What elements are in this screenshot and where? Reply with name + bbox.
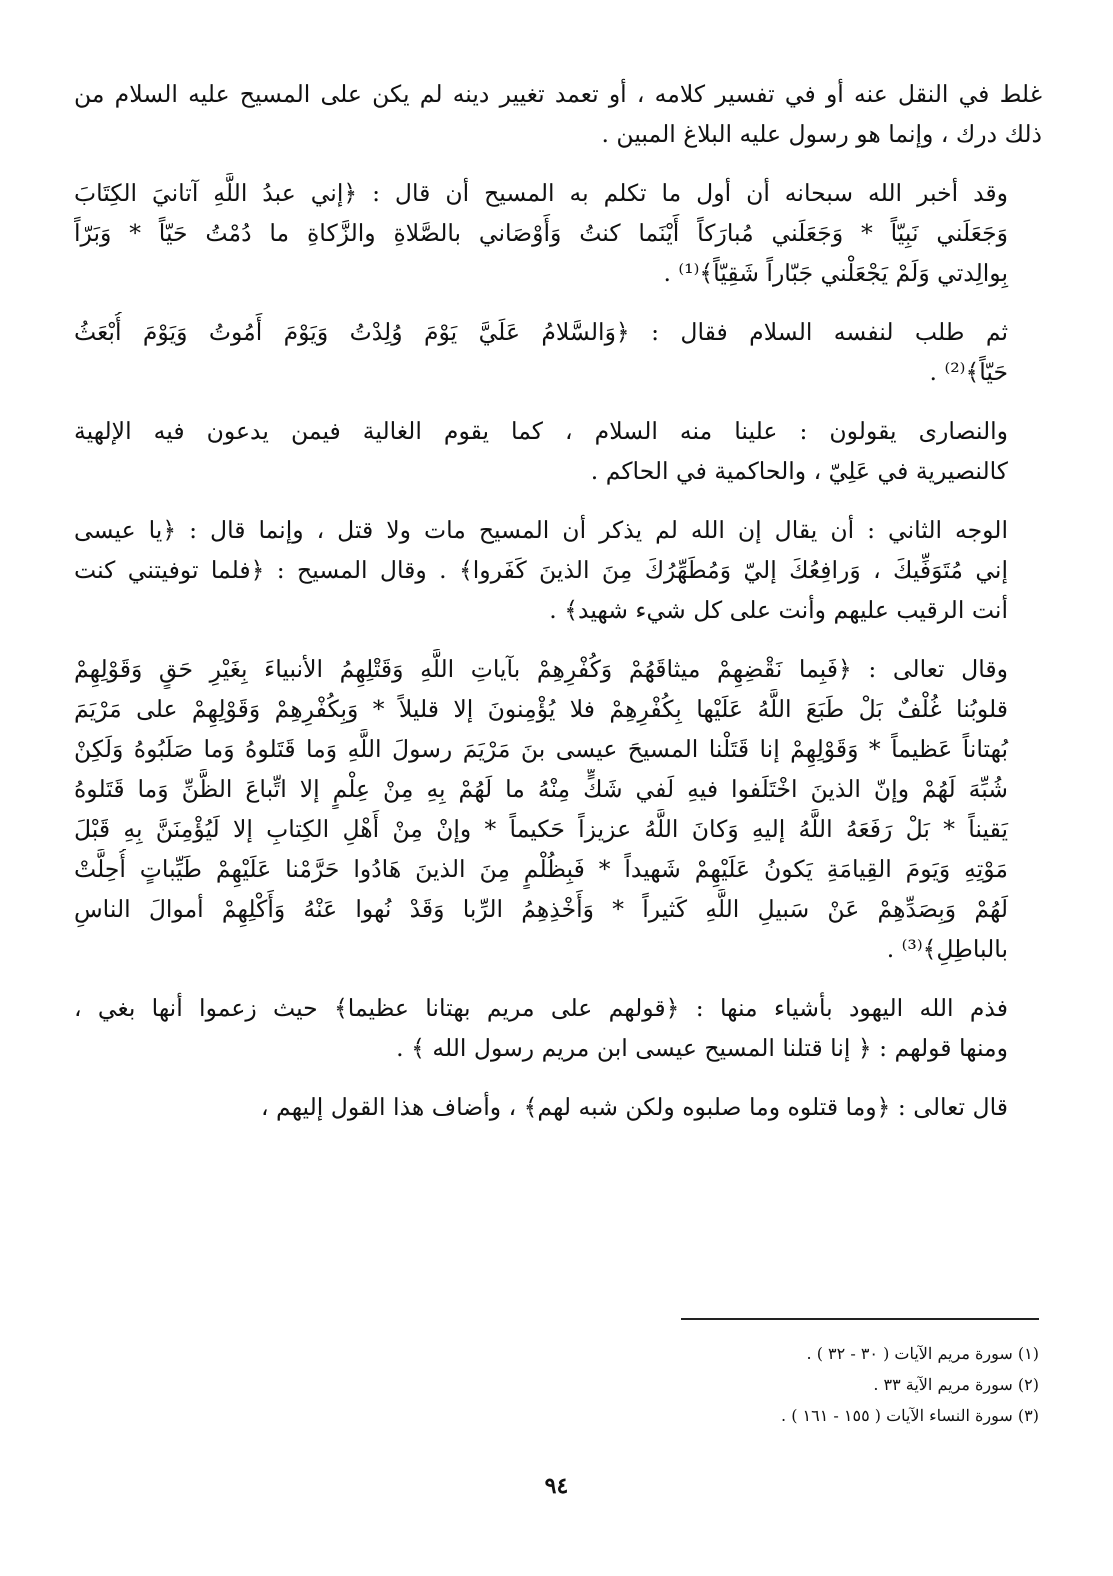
text-line: بالباطِلِ﴾⁽³⁾ . bbox=[886, 935, 1008, 963]
footnote-3: (٣) سورة النساء الآيات ( ١٥٥ - ١٦١ ) . bbox=[781, 1406, 1039, 1425]
text-line: ومنها قولهم : ﴿ إنا قتلنا المسيح عيسى ابن مريم رسول الله ﴾ . bbox=[396, 1034, 1008, 1062]
text-line: كالنصيرية في عَلِيّ ، والحاكمية في الحاكم . bbox=[590, 457, 1008, 485]
paragraph-3 bbox=[74, 312, 1042, 392]
paragraph-1 bbox=[74, 74, 1042, 154]
paragraph-4 bbox=[74, 411, 1042, 491]
text-line: بُهتاناً عَظيماً * وَقَوْلِهِمْ إنا قَتَلْنا المسيحَ عيسى بنَ مَرْيَمَ رسولَ اللَّهِ وَما قَتَلوهُ وَما صَلَبُوهُ وَلَكِنْ bbox=[74, 735, 1008, 763]
paragraph-7 bbox=[74, 988, 1042, 1068]
text-line: شُبِّهَ لَهُمْ وإنّ الذينَ اخْتَلَفوا فيهِ لَفي شَكٍّ مِنْهُ ما لَهُمْ بِهِ مِنْ عِلْمٍ إلا اتِّباعَ الظَّنِّ وَما قَتَلوهُ bbox=[74, 775, 1008, 803]
main-text bbox=[74, 74, 1042, 1146]
text-line: إني مُتَوَفِّيكَ ، وَرافِعُكَ إليّ وَمُطَهِّرُكَ مِنَ الذينَ كَفَروا﴾ . وقال المسيح : ﴿فلما توفيتني كنت bbox=[74, 556, 1008, 584]
text-line: أنت الرقيب عليهم وأنت على كل شيء شهيد﴾ . bbox=[549, 596, 1008, 624]
text-line: فذم الله اليهود بأشياء منها : ﴿قولهم على مريم بهتانا عظيما﴾ حيث زعموا أنها بغي ، bbox=[74, 994, 1008, 1022]
text-line: ثم طلب لنفسه السلام فقال : ﴿وَالسَّلامُ عَلَيَّ يَوْمَ وُلِدْتُ وَيَوْمَ أَمُوتُ وَيَوْمَ أُبْعَثُ bbox=[74, 318, 1008, 346]
paragraph-6 bbox=[74, 649, 1042, 969]
footnote-1: (١) سورة مريم الآيات ( ٣٠ - ٣٢ ) . bbox=[806, 1344, 1039, 1363]
paragraph-2 bbox=[74, 173, 1042, 293]
text-line: مَوْتِهِ وَيَومَ القِيامَةِ يَكونُ عَلَيْهِمْ شَهيداً * فَبِظُلْمٍ مِنَ الذينَ هَادُوا حَرَّمْنا عَلَيْهِمْ طَيِّباتٍ أُحِلَّتْ bbox=[74, 855, 1008, 883]
page-number: ٩٤ bbox=[544, 1473, 569, 1499]
text-line: لَهُمْ وَبِصَدِّهِمْ عَنْ سَبيلِ اللَّهِ كَثيراً * وَأَخْذِهِمُ الرِّبا وَقَدْ نُهوا عَنْهُ وَأَكْلِهِمْ أموالَ الناسِ bbox=[74, 895, 1008, 923]
text-line: والنصارى يقولون : علينا منه السلام ، كما يقوم الغالية فيمن يدعون فيه الإلهية bbox=[74, 417, 1008, 445]
text-line: وقد أخبر الله سبحانه أن أول ما تكلم به المسيح أن قال : ﴿إني عبدُ اللَّهِ آتانيَ الكِتَابَ bbox=[74, 179, 1008, 207]
text-line: قلوبُنا غُلْفٌ بَلْ طَبَعَ اللَّهُ عَلَيْها بِكُفْرِهِمْ فلا يُؤْمِنونَ إلا قليلاً * وَبِكُفْرِهِمْ وَقَوْلِهِمْ على مَرْيَمَ bbox=[74, 695, 1008, 723]
text-line: قال تعالى : ﴿وما قتلوه وما صلبوه ولكن شبه لهم﴾ ، وأضاف هذا القول إليهم ، bbox=[261, 1093, 1008, 1121]
text-line: وَجَعَلَني نَبِيّاً * وَجَعَلَني مُبارَكاً أَيْنَما كنتُ وَأَوْصَاني بالصَّلاةِ والزَّكاةِ ما دُمْتُ حَيّاً * وَبَرّاً bbox=[74, 219, 1008, 247]
paragraph-5 bbox=[74, 510, 1042, 630]
footnote-2: (٢) سورة مريم الآية ٣٣ . bbox=[873, 1375, 1039, 1394]
footnotes bbox=[439, 1338, 1039, 1431]
text-line: حَيّاً﴾⁽²⁾ . bbox=[929, 358, 1008, 386]
text-line: بِوالِدتي وَلَمْ يَجْعَلْني جَبّاراً شَقِيّاً﴾⁽¹⁾ . bbox=[663, 259, 1008, 287]
footnote-separator bbox=[681, 1318, 1039, 1320]
text-line: ذلك درك ، وإنما هو رسول عليه البلاغ المبين . bbox=[601, 120, 1042, 148]
text-line: وقال تعالى : ﴿فَبِما نَقْضِهِمْ ميثاقَهُمْ وَكُفْرِهِمْ بآياتِ اللَّهِ وَقَتْلِهِمُ الأنبياءَ بِغَيْرِ حَقٍ وَقَوْلِهِمْ bbox=[74, 655, 1008, 683]
text-line: الوجه الثاني : أن يقال إن الله لم يذكر أن المسيح مات ولا قتل ، وإنما قال : ﴿يا عيسى bbox=[74, 516, 1008, 544]
text-line: يَقيناً * بَلْ رَفَعَهُ اللَّهُ إليهِ وَكانَ اللَّهُ عزيزاً حَكيماً * وإنْ مِنْ أَهْلِ الكِتابِ إلا لَيُؤْمِنَنَّ بِهِ قَبْلَ bbox=[74, 815, 1008, 843]
paragraph-8 bbox=[74, 1087, 1042, 1127]
text-line: غلط في النقل عنه أو في تفسير كلامه ، أو تعمد تغيير دينه لم يكن على المسيح عليه السلام من bbox=[74, 80, 1042, 108]
